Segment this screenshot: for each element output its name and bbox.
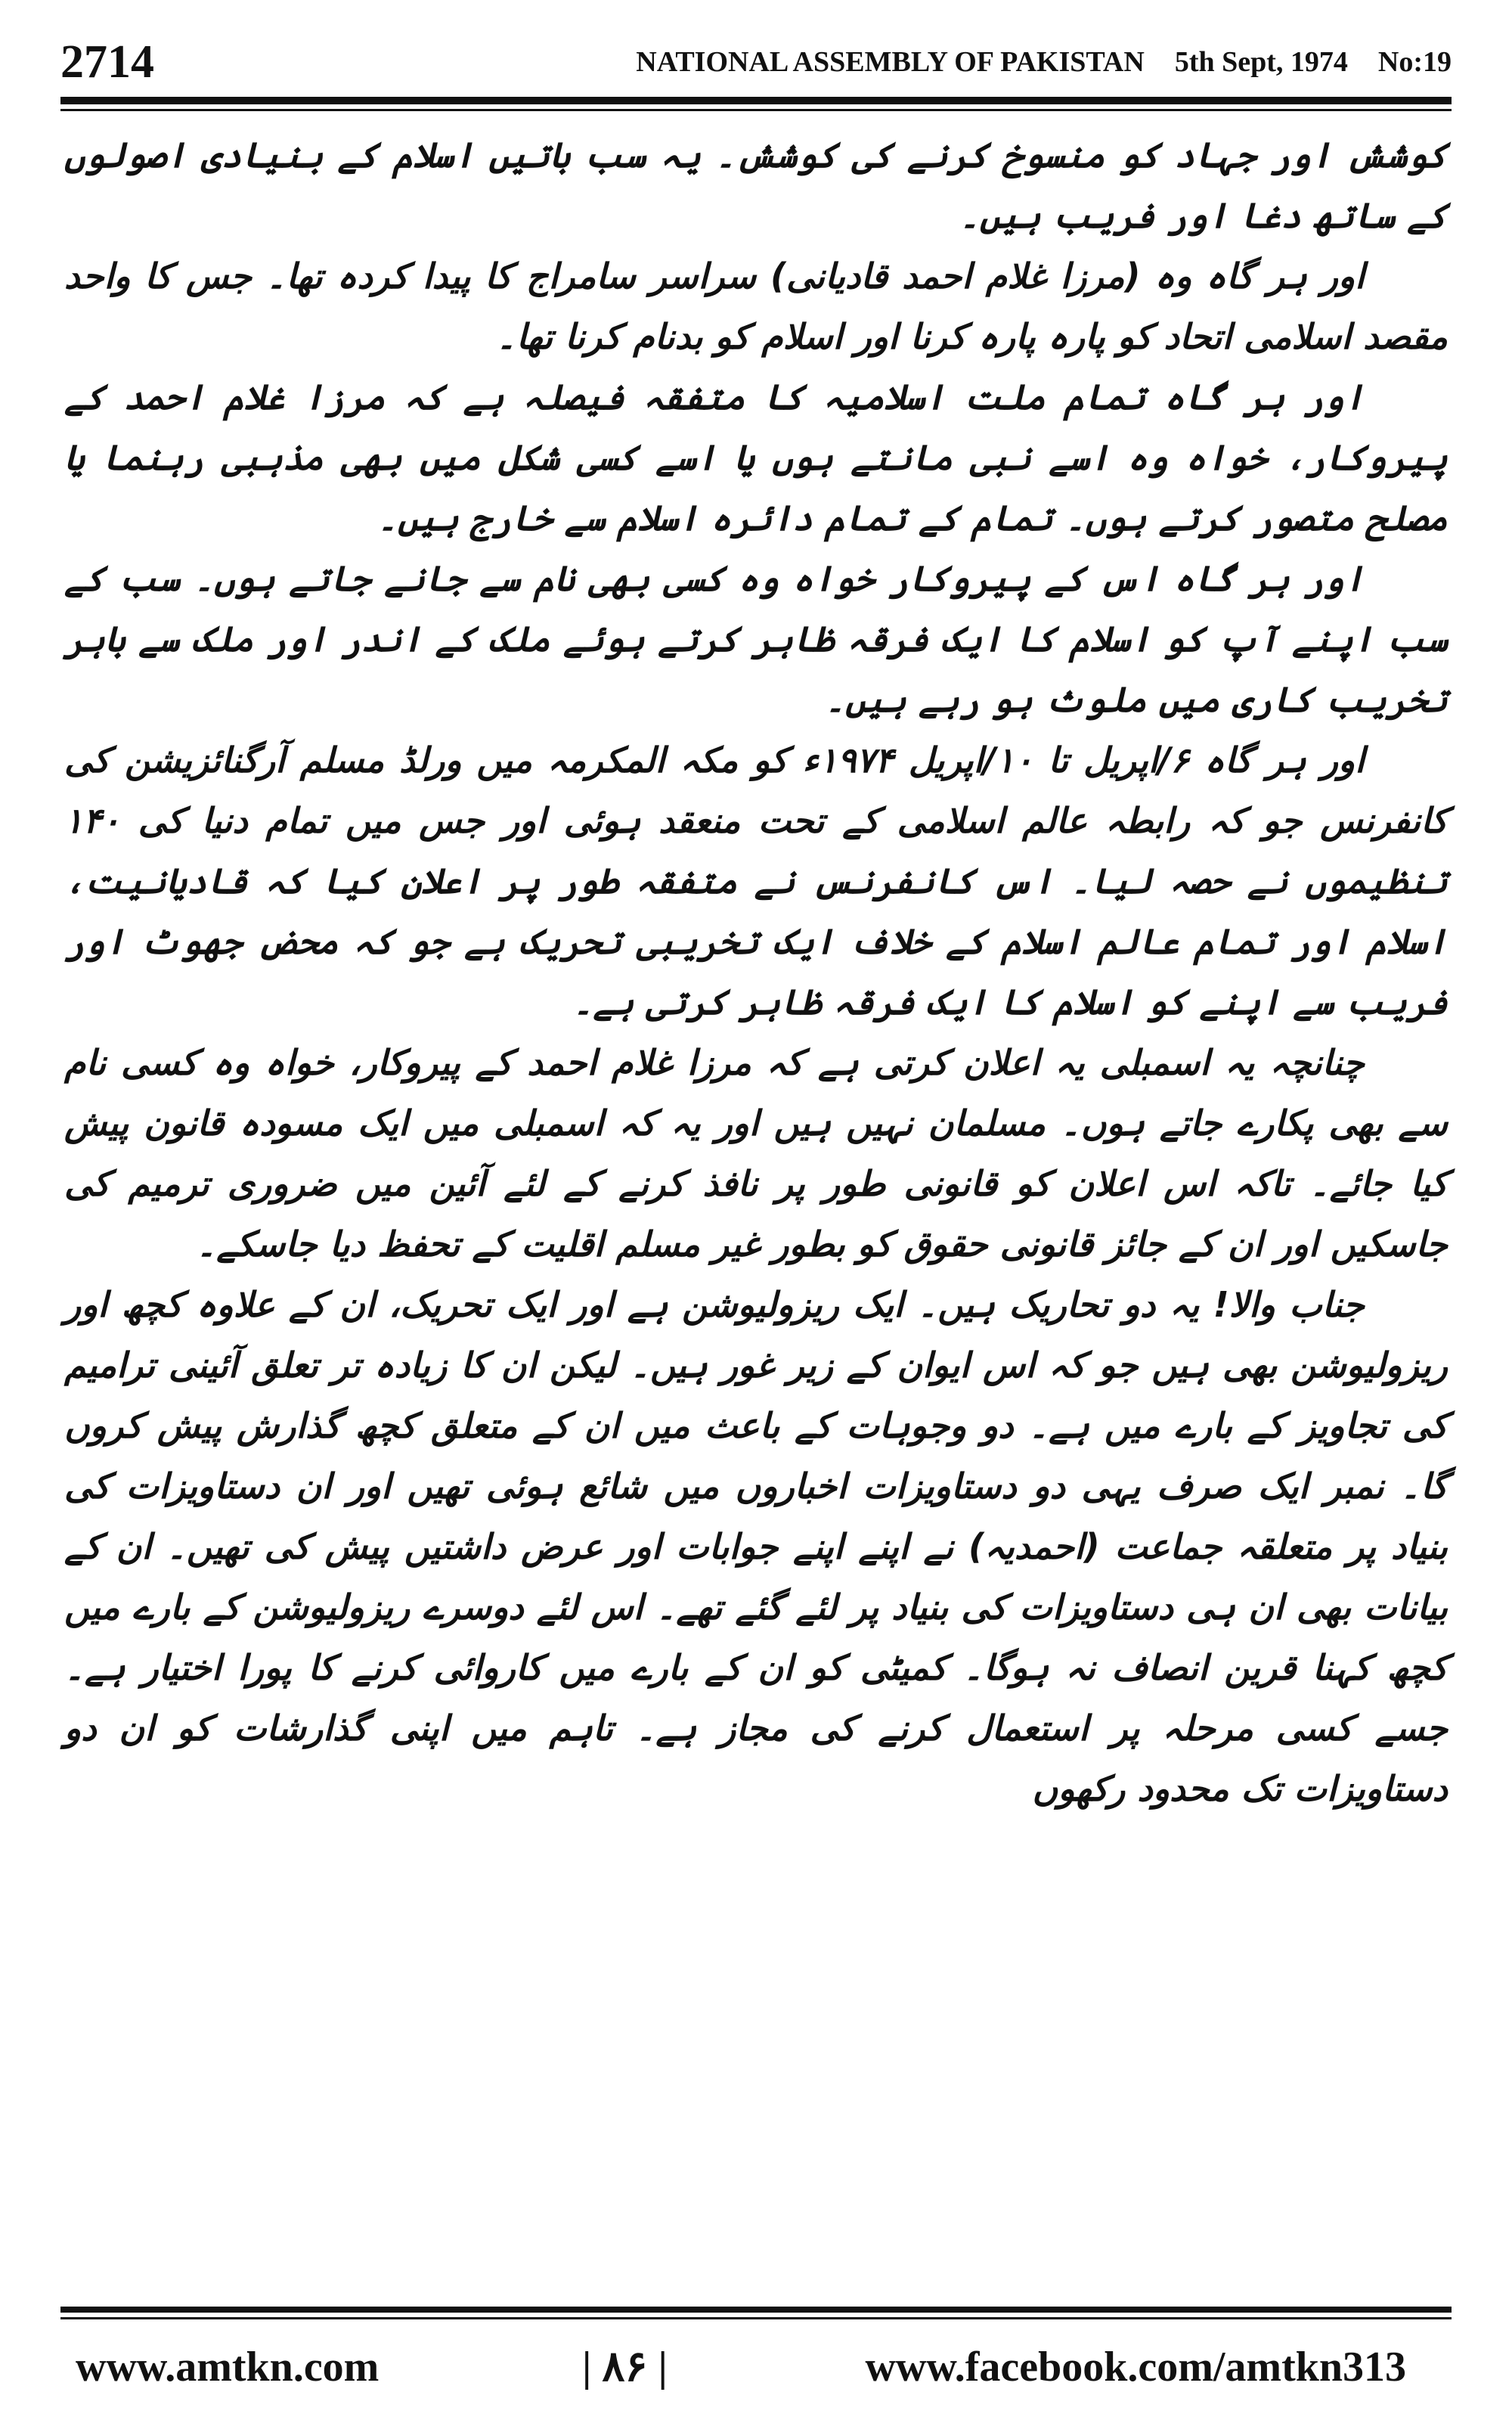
page-number: 2714 xyxy=(60,36,154,88)
session-date: 5th Sept, 1974 xyxy=(1174,46,1348,78)
paragraph: چنانچہ یہ اسمبلی یہ اعلان کرتی ہے کہ مرزا غلام احمد کے پیروکار، خواہ وہ کسی نام سے بھی پکارے جاتے ہوں۔ مسلمان نہیں ہیں اور یہ کہ اسمبلی میں ایک مسودہ قانون پیش کیا جائے۔ تاکہ اس اعلان کو قانونی طور پر نافذ کرنے کے لئے آئین میں ضروری ترمیم کی جاسکیں اور ان کے جائز قانونی حقوق کو بطور غیر مسلم اقلیت کے تحفظ دیا جاسکے۔ xyxy=(64,1042,1448,1264)
page-header xyxy=(60,32,1452,92)
issue-number: No:19 xyxy=(1377,46,1452,78)
header-rule-thin xyxy=(60,109,1452,111)
paragraph: اور ہر گاہ تمام ملت اسلامیہ کا متفقہ فیصلہ ہے کہ مرزا غلام احمد کے پیروکار، خواہ وہ اسے نبی مانتے ہوں یا اسے کسی شکل میں بھی مذہبی رہنما یا مصلح متصور کرتے ہوں۔ تمام کے تمام دائرہ اسلام سے خارج ہیں۔ xyxy=(64,377,1448,538)
facebook-link[interactable]: www.facebook.com/amtkn313 xyxy=(865,2344,1406,2391)
assembly-name: NATIONAL ASSEMBLY OF PAKISTAN xyxy=(636,46,1145,78)
website-link[interactable]: www.amtkn.com xyxy=(76,2344,380,2391)
book-page-number: | ۸۶ | xyxy=(582,2344,668,2391)
page-footer xyxy=(60,2337,1452,2397)
body-text xyxy=(64,125,1448,2295)
paragraph: اور ہر گاہ وہ (مرزا غلام احمد قادیانی) سراسر سامراج کا پیدا کردہ تھا۔ جس کا واحد مقصد اسلامی اتحاد کو پارہ پارہ کرنا اور اسلام کو بدنام کرنا تھا۔ xyxy=(64,256,1448,357)
paragraph: اور ہر گاہ ۶/اپریل تا ۱۰/اپریل ۱۹۷۴ء کو مکہ المکرمہ میں ورلڈ مسلم آرگنائزیشن کی کانفرنس جو کہ رابطہ عالم اسلامی کے تحت منعقد ہوئی اور جس میں تمام دنیا کی ۱۴۰ تنظیموں نے حصہ لیا۔ اس کانفرنس نے متفقہ طور پر اعلان کیا کہ قادیانیت، اسلام اور تمام عالم اسلام کے خلاف ایک تخریبی تحریک ہے جو کہ محض جھوٹ اور فریب سے اپنے کو اسلام کا ایک فرقہ ظاہر کرتی ہے۔ xyxy=(64,740,1448,1022)
paragraph: کوشش اور جہاد کو منسوخ کرنے کی کوشش۔ یہ سب باتیں اسلام کے بنیادی اصولوں کے ساتھ دغا اور فریب ہیں۔ xyxy=(64,135,1448,236)
paragraph: جناب والا! یہ دو تحاریک ہیں۔ ایک ریزولیوشن ہے اور ایک تحریک، ان کے علاوہ کچھ اور ریزولیوشن بھی ہیں جو کہ اس ایوان کے زیر غور ہیں۔ لیکن ان کا زیادہ تر تعلق آئینی ترامیم کی تجاویز کے بارے میں ہے۔ دو وجوہات کے باعث میں ان کے متعلق کچھ گذارش پیش کروں گا۔ نمبر ایک صرف یہی دو دستاویزات اخباروں میں شائع ہوئی تھیں اور ان دستاویزات کی بنیاد پر متعلقہ جماعت (احمدیہ) نے اپنے اپنے جوابات اور عرض داشتیں پیش کی تھیں۔ ان کے بیانات بھی ان ہی دستاویزات کی بنیاد پر لئے گئے تھے۔ اس لئے دوسرے ریزولیوشن کے بارے میں کچھ کہنا قرین انصاف نہ ہوگا۔ کمیٹی کو ان کے بارے میں کاروائی کرنے کا پورا اختیار ہے۔ جسے کسی مرحلہ پر استعمال کرنے کی مجاز ہے۔ تاہم میں اپنی گذارشات کو ان دو دستاویزات تک محدود رکھوں xyxy=(64,1284,1448,1809)
header-rule xyxy=(60,97,1452,104)
footer-rule-thin xyxy=(60,2317,1452,2319)
running-head xyxy=(606,39,1452,85)
paragraph: اور ہر گاہ اس کے پیروکار خواہ وہ کسی بھی نام سے جانے جاتے ہوں۔ سب کے سب اپنے آپ کو اسلام کا ایک فرقہ ظاہر کرتے ہوئے ملک کے اندر اور ملک سے باہر تخریب کاری میں ملوث ہو رہے ہیں۔ xyxy=(64,558,1448,720)
footer-rule xyxy=(60,2307,1452,2313)
